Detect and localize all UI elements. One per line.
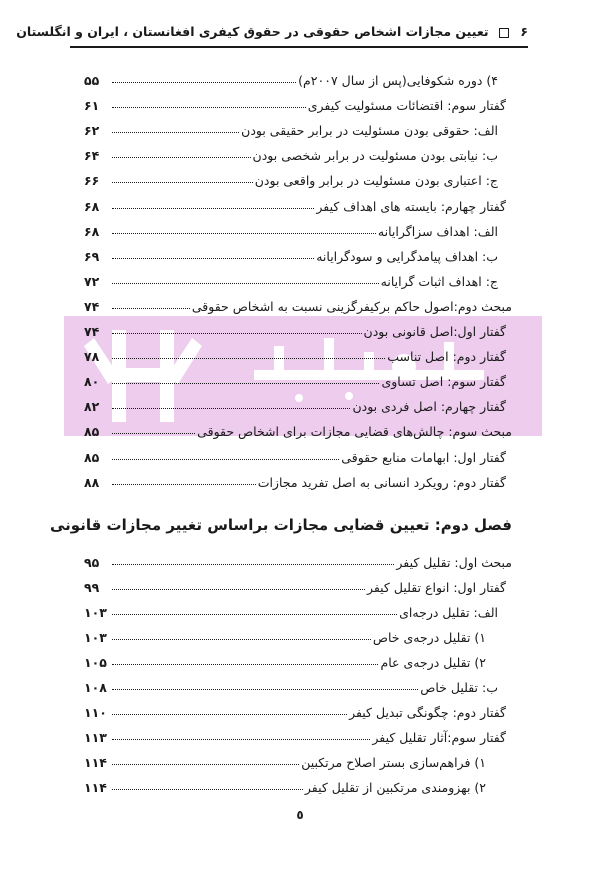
toc-entry-page: ۷۸: [84, 349, 100, 365]
toc-entry-page: ۷۲: [84, 273, 100, 289]
toc-entry-title: گفتار اول: انواع تقلیل کیفر: [366, 580, 506, 595]
toc-leader-dots: [112, 639, 371, 640]
toc-entry-page: ۶۹: [84, 248, 100, 264]
toc-leader-dots: [112, 689, 418, 690]
toc-entry-page: ۹۹: [84, 580, 100, 595]
toc-entry: [84, 773, 512, 795]
toc-leader-dots: [112, 664, 378, 665]
header-page-number: ۶: [520, 24, 528, 39]
toc-entry: [84, 698, 512, 720]
toc-entry: [84, 573, 512, 595]
toc-entry-page: ۱۰۸: [84, 680, 107, 695]
toc-entry-page: ۸۸: [84, 474, 100, 490]
toc-entry-title: گفتار اول: ابهامات منابع حقوقی: [341, 449, 506, 465]
toc-entry-title: الف: اهداف سزاگرایانه: [377, 223, 498, 239]
toc-leader-dots: [112, 714, 347, 715]
toc-entry-title: گفتار سوم:آثار تقلیل کیفر: [372, 730, 506, 745]
toc-entry: [84, 548, 512, 570]
toc-entry-title: گفتار دوم: رویکرد انسانی به اصل تفرید مجازات: [257, 474, 506, 490]
toc-entry-page: ۱۱۴: [84, 780, 107, 795]
chapter-2-title: فصل دوم: تعیین قضایی مجازات براساس تغییر مجازات قانونی: [50, 516, 512, 534]
toc-leader-dots: [112, 614, 397, 615]
toc-entry-page: ۶۶: [84, 173, 100, 189]
toc-entry-title: گفتار چهارم: اصل فردی بودن: [352, 399, 506, 415]
toc-entry-page: ۱۱۳: [84, 730, 107, 745]
toc-entry-title: مبحث دوم:اصول حاکم برکیفرگزینی نسبت به اشخاص حقوقی: [191, 298, 512, 314]
toc-entry-page: ۸۵: [84, 424, 100, 440]
toc-entry-page: ۱۰۵: [84, 655, 107, 670]
toc-leader-dots: [112, 739, 370, 740]
toc-entry-title: ۱) فراهم‌سازی بستر اصلاح مرتکبین: [301, 755, 486, 770]
toc-entry-title: گفتار اول:اصل قانونی بودن: [363, 324, 506, 339]
toc-entry-title: ۱) تقلیل درجه‌ی خاص: [372, 630, 486, 645]
toc-entry-title: ۲) بهزومندی مرتکبین از تقلیل کیفر: [304, 780, 486, 795]
toc-entry-page: ۱۱۴: [84, 755, 107, 770]
toc-entry-title: مبحث سوم: چالش‌های قضایی مجازات برای اشخاص حقوقی: [197, 424, 512, 440]
toc-entry-page: ۱۰۳: [84, 605, 107, 620]
toc-entry-page: ۶۱: [84, 98, 100, 114]
toc-entry-title: ب: نیابتی بودن مسئولیت در برابر شخصی بودن: [252, 148, 498, 164]
footer-page-marker: ٥: [296, 808, 304, 822]
toc-entry-page: ۶۲: [84, 123, 100, 139]
toc-entry: [84, 748, 512, 770]
toc-entry-page: ۸۰: [84, 374, 100, 390]
toc-entry-title: مبحث اول: تقلیل کیفر: [396, 555, 512, 570]
toc-entry-page: ۷۴: [84, 298, 100, 314]
toc-entry: [84, 673, 512, 695]
toc-entry-title: ۲) تقلیل درجه‌ی عام: [380, 655, 486, 670]
toc-entry-title: ب: اهداف پیامدگرایی و سودگرایانه: [316, 248, 498, 264]
toc-entry-page: ۸۵: [84, 449, 100, 465]
toc-entry-page: ۶۴: [84, 148, 100, 164]
toc-entry: [84, 648, 512, 670]
running-title: تعیین مجازات اشخاص حقوقی در حقوق کیفری افغانستان ، ایران و انگلستان: [16, 24, 489, 39]
toc-entry-page: ۹۵: [84, 555, 100, 570]
toc-leader-dots: [112, 589, 365, 590]
toc-entry-title: الف: تقلیل درجه‌ای: [399, 605, 498, 620]
toc-entry-title: ج: اعتباری بودن مسئولیت در برابر واقعی بودن: [254, 173, 498, 189]
toc-entry-page: ۱۰۳: [84, 630, 107, 645]
toc-entry-page: ۱۱۰: [84, 705, 107, 720]
toc-entry-title: ۴) دوره شکوفایی(پس از سال ۲۰۰۷م): [298, 73, 498, 88]
toc-entry: [84, 623, 512, 645]
toc-entry-page: ۸۲: [84, 399, 100, 415]
toc-entry-page: ۵۵: [84, 73, 100, 88]
toc-entry: [84, 598, 512, 620]
toc-entry-title: گفتار سوم: اقتضائات مسئولیت کیفری: [307, 98, 506, 114]
toc-section-2: [50, 0, 512, 869]
toc-leader-dots: [112, 764, 299, 765]
toc-entry-title: ج: اهداف اثبات گرایانه: [380, 273, 498, 289]
toc-entry-page: ۶۸: [84, 223, 100, 239]
toc-entry-title: الف: حقوقی بودن مسئولیت در برابر حقیقی بودن: [241, 123, 498, 139]
toc-entry-title: گفتار سوم: اصل تساوی: [381, 374, 506, 390]
toc-leader-dots: [112, 789, 303, 790]
toc-entry: [84, 723, 512, 745]
toc-entry-page: ۷۴: [84, 324, 100, 339]
toc-entry-title: گفتار چهارم: بایسته های اهداف کیفر: [316, 198, 506, 214]
toc-entry-title: ب: تقلیل خاص: [420, 680, 498, 695]
toc-leader-dots: [112, 564, 394, 565]
toc-entry-title: گفتار دوم: اصل تناسب: [387, 349, 506, 365]
toc-entry-page: ۶۸: [84, 198, 100, 214]
toc-entry-title: گفتار دوم: چگونگی تبدیل کیفر: [349, 705, 506, 720]
